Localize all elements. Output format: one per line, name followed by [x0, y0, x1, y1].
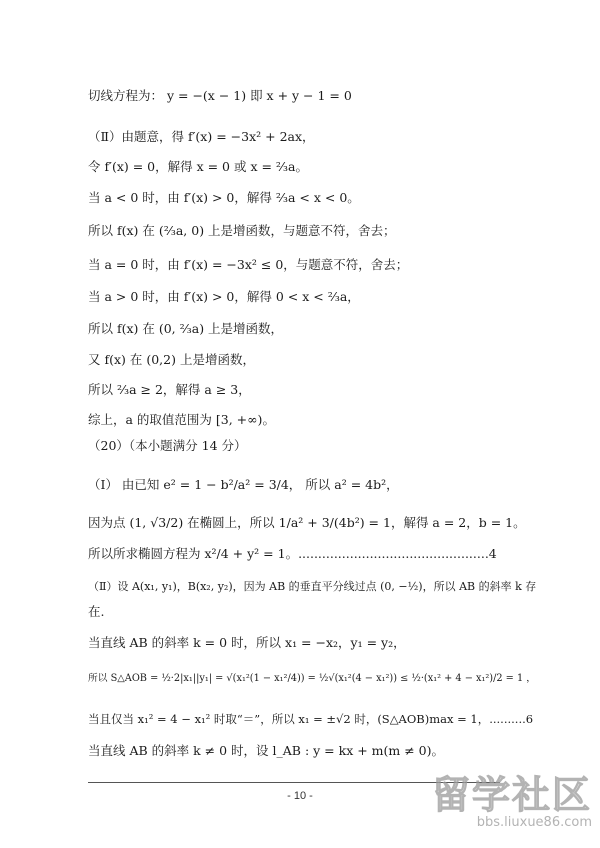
- text-line: （Ⅱ）设 A(x₁, y₁)，B(x₂, y₂)，因为 AB 的垂直平分线过点 (0, −½)，所以 AB 的斜率 k 存: [88, 580, 537, 593]
- text-line: 又 f(x) 在 (0,2) 上是增函数，: [88, 352, 255, 367]
- text-line: 当直线 AB 的斜率 k = 0 时，所以 x₁ = −x₂，y₁ = y₂，: [88, 635, 406, 650]
- text-line: 因为点 (1, √3/2) 在椭圆上，所以 1/a² + 3/(4b²) = 1，解得 a = 2，b = 1。: [88, 515, 526, 530]
- text-line: 所以 f(x) 在 (0, ⅔a) 上是增函数，: [88, 321, 284, 336]
- text-line: 当 a < 0 时，由 f′(x) > 0，解得 ⅔a < x < 0。: [88, 190, 360, 205]
- text-line: 当 a > 0 时，由 f′(x) > 0，解得 0 < x < ⅔a，: [88, 289, 360, 304]
- text-line: （Ⅱ）由题意，得 f′(x) = −3x² + 2ax，: [88, 129, 315, 144]
- text-line: 当且仅当 x₁² = 4 − x₁² 时取“＝”，所以 x₁ = ±√2 时，(S△AOB)max = 1，..........6: [88, 712, 534, 726]
- watermark-url: bbs.liuxue86.com: [476, 815, 592, 830]
- text-line: 所以所求椭圆方程为 x²/4 + y² = 1。................................................4: [88, 546, 497, 561]
- text-line: 所以 ⅔a ≥ 2，解得 a ≥ 3，: [88, 382, 251, 397]
- text-line: 当直线 AB 的斜率 k ≠ 0 时，设 l_AB : y = kx + m(m ≠ 0)。: [88, 743, 445, 758]
- watermark: [432, 764, 592, 830]
- text-line: 令 f′(x) = 0，解得 x = 0 或 x = ⅔a。: [88, 159, 308, 174]
- watermark-logo: 留学社区: [431, 773, 592, 817]
- text-line: 所以 S△AOB = ½·2|x₁||y₁| = √(x₁²(1 − x₁²/4)) = ½√(x₁²(4 − x₁²)) ≤ ½·(x₁² + 4 − x₁²)/2 = 1 ，: [88, 673, 536, 684]
- text-line: 切线方程为： y = −(x − 1) 即 x + y − 1 = 0: [88, 88, 352, 103]
- text-line: 综上，a 的取值范围为 [3, +∞)。: [88, 412, 275, 427]
- text-line: 当 a = 0 时，由 f′(x) = −3x² ≤ 0，与题意不符，舍去；: [88, 257, 409, 272]
- text-line: （Ⅰ） 由已知 e² = 1 − b²/a² = 3/4， 所以 a² = 4b²，: [88, 477, 399, 492]
- text-line: 所以 f(x) 在 (⅔a, 0) 上是增函数，与题意不符，舍去；: [88, 223, 396, 238]
- section-heading: （20）（本小题满分 14 分）: [88, 438, 247, 453]
- text-line: 在.: [88, 604, 105, 619]
- page-number: - 10 -: [287, 790, 313, 802]
